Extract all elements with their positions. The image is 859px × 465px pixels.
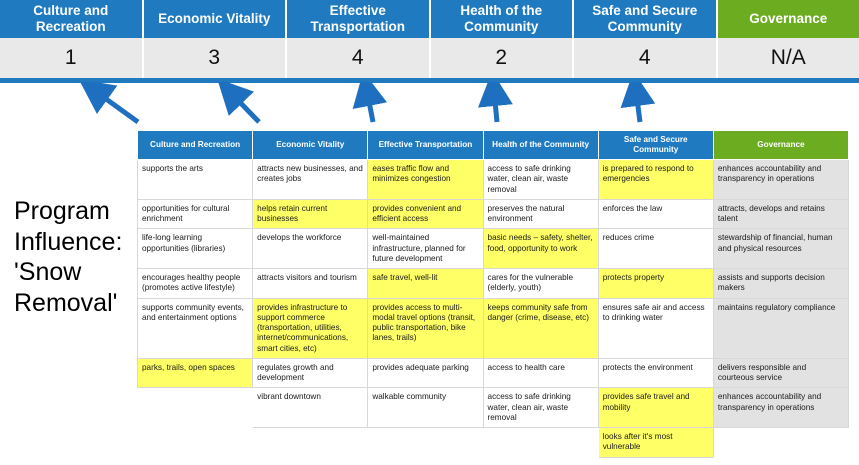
matrix-cell: provides convenient and efficient access	[368, 199, 483, 229]
table-row	[138, 298, 849, 358]
score-safe-and-secure-community: 4	[574, 38, 718, 78]
arrow-safe-and-secure-community	[636, 91, 640, 122]
score-economic-vitality: 3	[144, 38, 288, 78]
matrix-cell	[368, 428, 483, 458]
matrix-cell: basic needs – safety, shelter, food, opportunity to work	[483, 229, 598, 269]
program-influence-caption: Program Influence: 'Snow Removal'	[14, 197, 123, 317]
matrix-header-row	[138, 131, 849, 160]
matrix-cell: enhances accountability and transparency in operations	[713, 160, 848, 200]
matrix-cell	[253, 428, 368, 458]
scorecard-header-governance: Governance	[718, 0, 859, 38]
matrix-cell: supports the arts	[138, 160, 253, 200]
score-effective-transportation: 4	[287, 38, 431, 78]
scorecard-header-health-of-the-community: Health of the Community	[431, 0, 575, 38]
table-row	[138, 199, 849, 229]
matrix-header-effective-transportation: Effective Transportation	[368, 131, 483, 160]
score-culture-and-recreation: 1	[0, 38, 144, 78]
scorecard-score-row	[0, 38, 859, 78]
matrix-cell: vibrant downtown	[253, 388, 368, 428]
matrix-header-culture-and-recreation: Culture and Recreation	[138, 131, 253, 160]
scorecard-header-economic-vitality: Economic Vitality	[144, 0, 288, 38]
matrix-cell: walkable community	[368, 388, 483, 428]
matrix-cell: stewardship of financial, human and physical resources	[713, 229, 848, 269]
matrix-cell	[483, 428, 598, 458]
matrix-cell: attracts new businesses, and creates jobs	[253, 160, 368, 200]
matrix-header-safe-and-secure-community: Safe and Secure Community	[598, 131, 713, 160]
matrix-cell: ensures safe air and access to drinking water	[598, 298, 713, 358]
matrix-cell: life-long learning opportunities (libraries)	[138, 229, 253, 269]
arrow-health-of-the-community	[494, 91, 497, 122]
matrix-cell	[138, 428, 253, 458]
matrix-cell: attracts visitors and tourism	[253, 269, 368, 299]
matrix-cell: provides safe travel and mobility	[598, 388, 713, 428]
matrix-cell: assists and supports decision makers	[713, 269, 848, 299]
score-health-of-the-community: 2	[431, 38, 575, 78]
matrix-header-health-of-the-community: Health of the Community	[483, 131, 598, 160]
matrix-cell: attracts, develops and retains talent	[713, 199, 848, 229]
matrix-cell: opportunities for cultural enrichment	[138, 199, 253, 229]
matrix-cell: provides infrastructure to support commerce (transportation, utilities, internet/communications, smart cities, etc)	[253, 298, 368, 358]
arrow-effective-transportation	[367, 91, 373, 122]
matrix-body	[138, 160, 849, 458]
table-row	[138, 160, 849, 200]
matrix-cell: protects property	[598, 269, 713, 299]
matrix-cell: helps retain current businesses	[253, 199, 368, 229]
matrix-cell: access to safe drinking water, clean air, waste removal	[483, 388, 598, 428]
matrix-cell: safe travel, well-lit	[368, 269, 483, 299]
matrix-cell: maintains regulatory compliance	[713, 298, 848, 358]
scorecard-header-safe-and-secure-community: Safe and Secure Community	[574, 0, 718, 38]
matrix-cell: parks, trails, open spaces	[138, 358, 253, 388]
matrix-cell: reduces crime	[598, 229, 713, 269]
matrix-cell: enhances accountability and transparency in operations	[713, 388, 848, 428]
table-row	[138, 388, 849, 428]
matrix-cell	[713, 428, 848, 458]
matrix-cell: enforces the law	[598, 199, 713, 229]
matrix-cell: access to safe drinking water, clean air, waste removal	[483, 160, 598, 200]
matrix-cell: provides access to multi-modal travel options (transit, public transportation, bike lanes, trails)	[368, 298, 483, 358]
matrix-cell: looks after it's most vulnerable	[598, 428, 713, 458]
matrix-cell: supports community events, and entertainment options	[138, 298, 253, 358]
matrix-cell	[138, 388, 253, 428]
table-row	[138, 358, 849, 388]
matrix-cell: cares for the vulnerable (elderly, youth)	[483, 269, 598, 299]
matrix-header-economic-vitality: Economic Vitality	[253, 131, 368, 160]
matrix-cell: delivers responsible and courteous service	[713, 358, 848, 388]
matrix-cell: eases traffic flow and minimizes congestion	[368, 160, 483, 200]
scorecard-header-culture-and-recreation: Culture and Recreation	[0, 0, 144, 38]
scorecard-header-row	[0, 0, 859, 38]
scorecard-header-effective-transportation: Effective Transportation	[287, 0, 431, 38]
scorecard-band	[0, 0, 859, 92]
matrix-cell: preserves the natural environment	[483, 199, 598, 229]
matrix-cell: well-maintained infrastructure, planned for future development	[368, 229, 483, 269]
matrix-cell: regulates growth and development	[253, 358, 368, 388]
influence-matrix	[137, 130, 849, 458]
matrix-cell: access to health care	[483, 358, 598, 388]
matrix-cell: protects the environment	[598, 358, 713, 388]
table-row	[138, 269, 849, 299]
matrix-cell: keeps community safe from danger (crime, disease, etc)	[483, 298, 598, 358]
table-row	[138, 229, 849, 269]
matrix-header-governance: Governance	[713, 131, 848, 160]
arrow-economic-vitality	[231, 93, 259, 122]
matrix-cell: develops the workforce	[253, 229, 368, 269]
score-governance: N/A	[718, 38, 859, 78]
table-row	[138, 428, 849, 458]
arrow-culture-and-recreation	[95, 91, 138, 122]
matrix-cell: encourages healthy people (promotes active lifestyle)	[138, 269, 253, 299]
matrix-cell: is prepared to respond to emergencies	[598, 160, 713, 200]
matrix-cell: provides adequate parking	[368, 358, 483, 388]
